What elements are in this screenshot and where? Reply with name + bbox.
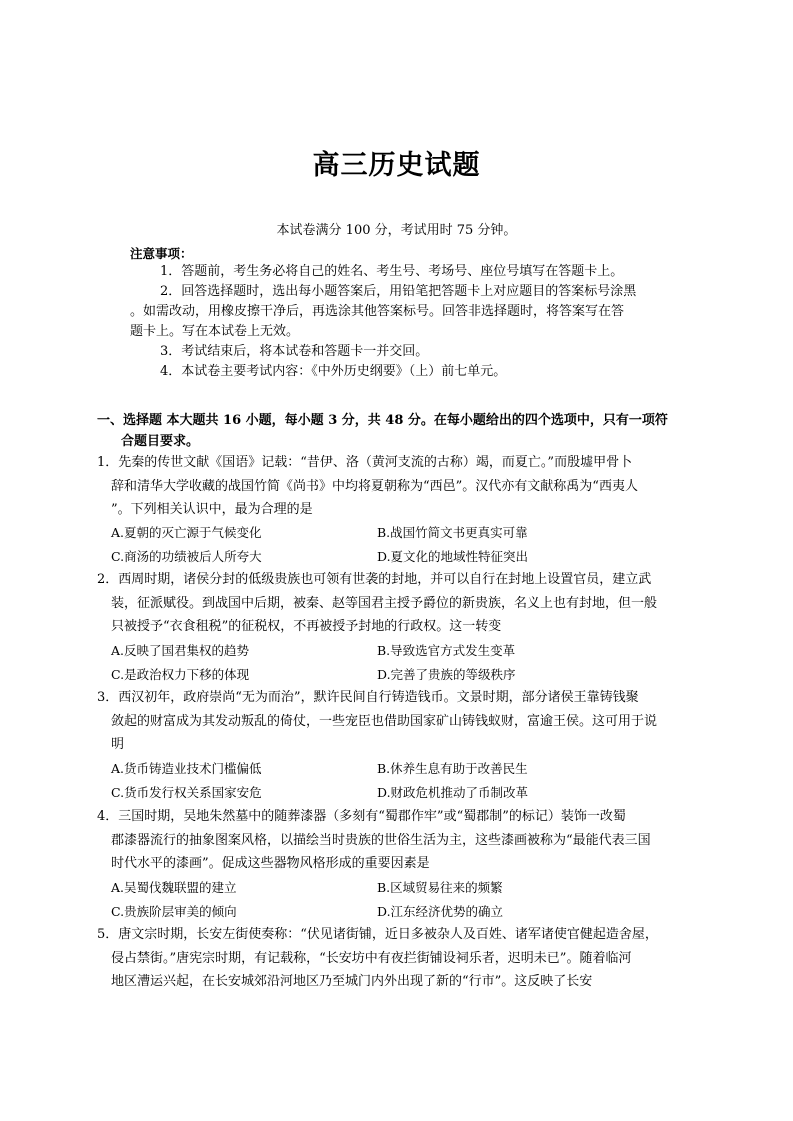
question-stem-line: 辞和清华大学收藏的战国竹简《尚书》中均将夏朝称为“西邑”。汉代亦有文献称禹为“西夷人 (111, 478, 638, 494)
option-b[interactable]: B.导致选官方式发生变革 (377, 643, 516, 658)
notice-item: 3．考试结束后，将本试卷和答题卡一并交回。 (160, 344, 429, 359)
question-stem-line: 装，征派赋役。到战国中后期，被秦、赵等国君主授予爵位的新贵族，名义上也有封地，但一般 (111, 595, 658, 611)
exam-info: 本试卷满分 100 分，考试用时 75 分钟。 (276, 223, 517, 238)
question-stem-line: 侵占禁街。”唐宪宗时期，有记载称，“长安坊中有夜拦街铺设祠乐者，迟明未已”。随着临河 (111, 950, 632, 966)
question-stem-line: 3．西汉初年，政府崇尚“无为而治”，默许民间自行铸造钱币。文景时期，部分诸侯王靠铸钱聚 (97, 690, 639, 705)
question-2 (97, 568, 702, 639)
option-b[interactable]: B.休养生息有助于改善民生 (377, 761, 528, 776)
option-a[interactable]: A.货币铸造业技术门槛偏低 (111, 761, 262, 776)
notice-item: 题卡上。写在本试卷上无效。 (130, 324, 300, 339)
option-a[interactable]: A.反映了国君集权的趋势 (111, 643, 250, 658)
notice-item: 4．本试卷主要考试内容：《中外历史纲要》（上）前七单元。 (160, 364, 507, 379)
notice-item: 1．答题前，考生务必将自己的姓名、考生号、考场号、座位号填写在答题卡上。 (160, 264, 624, 279)
option-a[interactable]: A.夏朝的灭亡源于气候变化 (111, 525, 262, 540)
question-stem-line: 只被授予“衣食租税”的征税权，不再被授予封地的行政权。这一转变 (111, 619, 502, 634)
option-b[interactable]: B.区域贸易往来的频繁 (377, 880, 503, 895)
option-a[interactable]: A.吴蜀伐魏联盟的建立 (111, 880, 237, 895)
question-4 (97, 805, 702, 876)
question-stem-line: 地区漕运兴起，在长安城郊沿河地区乃至城门内外出现了新的“行市”。这反映了长安 (111, 974, 593, 989)
page-title: 高三历史试题 (312, 150, 481, 181)
question-3 (97, 686, 702, 757)
option-c[interactable]: C.商汤的功绩被后人所夸大 (111, 549, 262, 564)
question-stem-line: 4．三国时期，吴地朱然墓中的随葬漆器（多刻有“蜀郡作牢”或“蜀郡制”的标记）装饰一改蜀 (97, 809, 626, 824)
question-stem-line: 明 (111, 737, 125, 752)
option-c[interactable]: C.货币发行权关系国家安危 (111, 785, 262, 800)
question-stem-line: 郡漆器流行的抽象图案风格，以描绘当时贵族的世俗生活为主，这些漆画被称为“最能代表三国 (111, 832, 651, 848)
question-stem-line: ”。下列相关认识中，最为合理的是 (111, 502, 313, 517)
question-stem-line: 敛起的财富成为其发动叛乱的倚仗，一些宠臣也借助国家矿山铸钱蚁财，富逾王侯。这可用于说 (111, 713, 658, 729)
notice-heading: 注意事项： (130, 246, 193, 261)
option-b[interactable]: B.战国竹简文书更真实可靠 (377, 525, 528, 540)
option-d[interactable]: D.完善了贵族的等级秩序 (377, 667, 516, 682)
section-heading-line: 一、选择题 本大题共 16 小题，每小题 3 分，共 48 分。在每小题给出的四个选项中，只有一项符 (97, 413, 668, 428)
question-stem-line: 时代水平的漆画”。促成这些器物风格形成的重要因素是 (111, 856, 430, 871)
section-heading (97, 410, 702, 452)
section-heading-line: 合题目要求。 (121, 434, 200, 449)
question-1 (97, 451, 702, 522)
notice-item: 。如需改动，用橡皮擦干净后，再选涂其他答案标号。回答非选择题时，将答案写在答 (130, 304, 625, 319)
question-stem-line: 1．先秦的传世文献《国语》记载：“昔伊、洛（黄河支流的古称）竭，而夏亡。”而殷墟甲骨卜 (97, 455, 633, 470)
question-stem-line: 2．西周时期，诸侯分封的低级贵族也可领有世袭的封地，并可以自行在封地上设置官员，建立武 (97, 572, 652, 587)
question-stem-line: 5．唐文宗时期，长安左街使奏称：“伏见诸街铺，近日多被杂人及百姓、诸军诸使官健起造舍屋， (97, 927, 658, 942)
option-d[interactable]: D.江东经济优势的确立 (377, 904, 504, 919)
notice-list (130, 262, 675, 382)
option-c[interactable]: C.是政治权力下移的体现 (111, 667, 250, 682)
question-5 (97, 923, 702, 994)
option-c[interactable]: C.贵族阶层审美的倾向 (111, 904, 237, 919)
notice-item: 2．回答选择题时，选出每小题答案后，用铅笔把答题卡上对应题目的答案标号涂黑 (160, 284, 637, 299)
option-d[interactable]: D.夏文化的地域性特征突出 (377, 549, 529, 564)
option-d[interactable]: D.财政危机推动了币制改革 (377, 785, 529, 800)
